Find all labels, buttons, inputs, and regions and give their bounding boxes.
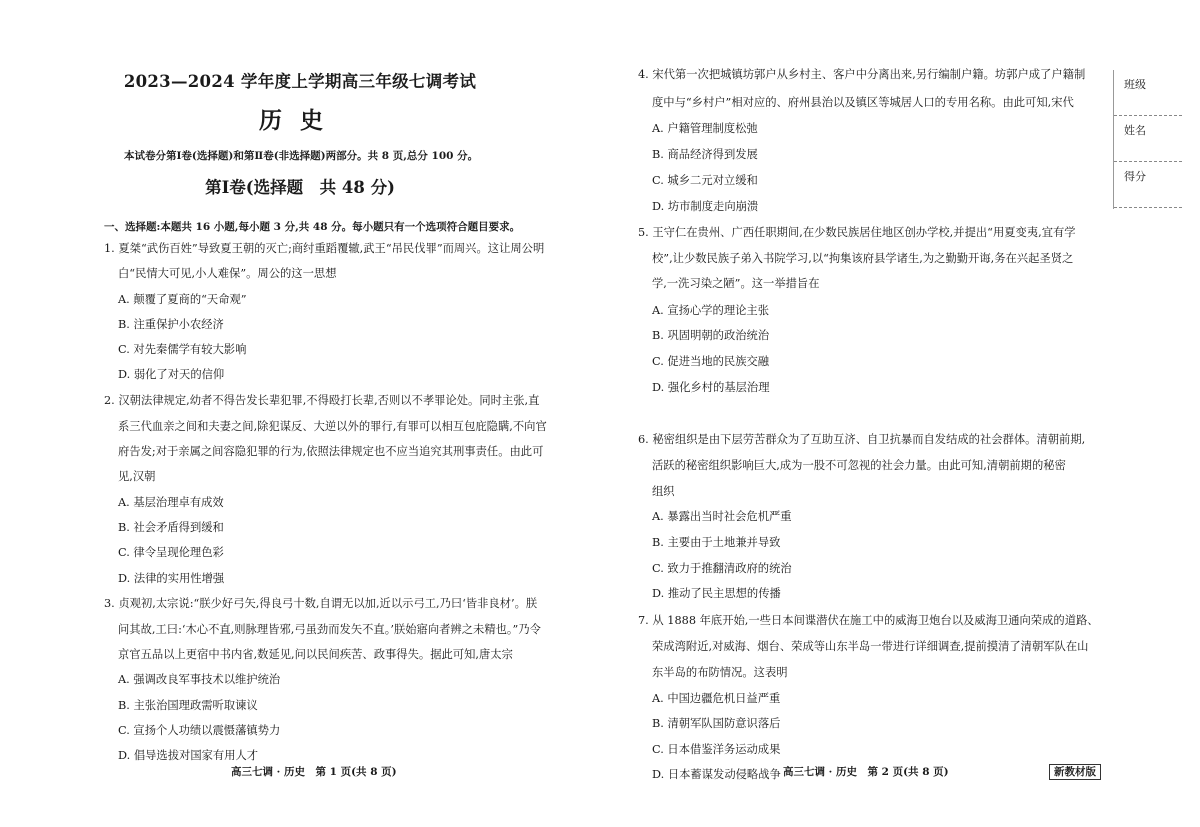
question-4-option-a: A. 户籍管理制度松弛 [652,122,758,135]
question-4-option-c: C. 城乡二元对立缓和 [652,174,758,187]
question-3-option-c: C. 宣扬个人功绩以震慑藩镇势力 [118,724,281,737]
question-4-option-b: B. 商品经济得到发展 [652,148,758,161]
question-6-option-a: A. 暴露出当时社会危机严重 [652,510,792,523]
score-label: 得分 [1124,170,1146,183]
question-5-line-3: 学,一洗习染之陋”。这一举措旨在 [652,277,820,290]
score-line [1114,207,1182,208]
question-6-line-3: 组织 [652,485,675,498]
exam-title: 2023—2024 学年度上学期高三年级七调考试 [123,72,477,91]
class-field[interactable] [1114,70,1182,116]
question-3-option-d: D. 倡导选拔对国家有用人才 [118,749,259,762]
question-5-option-b: B. 巩固明朝的政治统治 [652,329,770,342]
question-6-option-c: C. 致力于推翻清政府的统治 [652,562,792,575]
question-5-option-c: C. 促进当地的民族交融 [652,355,770,368]
name-field[interactable] [1114,116,1182,162]
question-1-line-1: 1. 夏桀“武伤百姓”导致夏王朝的灭亡;商纣重蹈覆辙,武王“吊民伐罪”而周兴。这让周公明 [104,242,545,255]
question-5-option-a: A. 宣扬心学的理论主张 [652,304,770,317]
question-3-line-3: 京官五品以上更宿中书内省,数延见,问以民间疾苦、政事得失。据此可知,唐太宗 [118,648,513,661]
question-4-option-d: D. 坊市制度走向崩溃 [652,200,759,213]
question-3-line-2: 问其故,工曰:‘木心不直,则脉理皆邪,弓虽劲而发矢不直。’朕始寤向者辨之未精也。”乃令 [118,623,541,636]
question-3-option-b: B. 主张治国理政需听取谏议 [118,699,258,712]
question-6-line-1: 6. 秘密组织是由下层劳苦群众为了互助互济、自卫抗暴而自发结成的社会群体。清朝前期, [638,433,1086,446]
question-6-option-b: B. 主要由于土地兼并导致 [652,536,781,549]
question-2-option-c: C. 律令呈现伦理色彩 [118,546,224,559]
footer-page-2: 高三七调 · 历史 第 2 页(共 8 页) [783,766,949,778]
score-field[interactable] [1114,162,1182,208]
question-5-line-1: 5. 王守仁在贵州、广西任职期间,在少数民族居住地区创办学校,并提出“用夏变夷,宜有学 [638,226,1076,239]
student-info-box [1113,70,1182,209]
question-1-option-c: C. 对先秦儒学有较大影响 [118,343,247,356]
question-7-option-c: C. 日本借鉴洋务运动成果 [652,743,781,756]
question-7-line-3: 东半岛的布防情况。这表明 [652,666,788,679]
exam-intro: 本试卷分第Ⅰ卷(选择题)和第Ⅱ卷(非选择题)两部分。共 8 页,总分 100 分。 [124,150,479,162]
question-2-line-3: 府告发;对于亲属之间容隐犯罪的行为,依照法律规定也不应当追究其刑事责任。由此可 [118,445,544,458]
question-2-line-4: 见,汉朝 [118,470,156,483]
question-1-option-a: A. 颠覆了夏商的“天命观” [118,293,247,306]
question-4-line-2: 度中与“乡村户”相对应的、府州县治以及镇区等城居人口的专用名称。由此可知,宋代 [652,96,1074,109]
question-2-option-a: A. 基层治理卓有成效 [118,496,224,509]
question-2-line-2: 系三代血亲之间和夫妻之间,除犯谋反、大逆以外的罪行,有罪可以相互包庇隐瞒,不向官 [118,420,547,433]
question-3-option-a: A. 强调改良军事技术以维护统治 [118,673,281,686]
question-7-line-1: 7. 从 1888 年底开始,一些日本间谍潜伏在施工中的威海卫炮台以及威海卫通向荣成的道路、 [638,614,1099,627]
question-1-option-b: B. 注重保护小农经济 [118,318,224,331]
section-title: 第Ⅰ卷(选择题 共 48 分) [205,178,395,197]
question-2-line-1: 2. 汉朝法律规定,幼者不得告发长辈犯罪,不得殴打长辈,否则以不孝罪论处。同时主张,直 [104,394,540,407]
question-7-option-a: A. 中国边疆危机日益严重 [652,692,781,705]
question-7-option-d: D. 日本蓄谋发动侵略战争 [652,768,781,781]
question-4-line-1: 4. 宋代第一次把城镇坊郭户从乡村主、客户中分离出来,另行编制户籍。坊郭户成了户籍制 [638,68,1086,81]
class-label: 班级 [1124,78,1146,91]
question-6-option-d: D. 推动了民主思想的传播 [652,587,781,600]
name-label: 姓名 [1124,124,1146,137]
question-2-option-b: B. 社会矛盾得到缓和 [118,521,224,534]
question-1-line-2: 白“民情大可见,小人难保”。周公的这一思想 [118,267,337,280]
edition-badge: 新教材版 [1049,764,1101,780]
question-7-option-b: B. 清朝军队国防意识落后 [652,717,781,730]
subject-title: 历史 [259,107,341,134]
question-6-line-2: 活跃的秘密组织影响巨大,成为一股不可忽视的社会力量。由此可知,清朝前期的秘密 [652,459,1066,472]
question-7-line-2: 荣成湾附近,对威海、烟台、荣成等山东半岛一带进行详细调查,提前摸清了清朝军队在山 [652,640,1089,653]
question-1-option-d: D. 弱化了对天的信仰 [118,368,225,381]
section-instructions: 一、选择题:本题共 16 小题,每小题 3 分,共 48 分。每小题只有一个选项符合题目要求。 [104,221,521,233]
right-page [600,0,1200,827]
question-3-line-1: 3. 贞观初,太宗说:“朕少好弓矢,得良弓十数,自谓无以加,近以示弓工,乃曰‘皆非良材’。朕 [104,597,538,610]
question-2-option-d: D. 法律的实用性增强 [118,572,225,585]
footer-page-1: 高三七调 · 历史 第 1 页(共 8 页) [231,766,397,778]
question-5-line-2: 校”,让少数民族子弟入书院学习,以“拘集该府县学诸生,为之勤勤开诲,务在兴起圣贤之 [652,252,1074,265]
question-5-option-d: D. 强化乡村的基层治理 [652,381,770,394]
